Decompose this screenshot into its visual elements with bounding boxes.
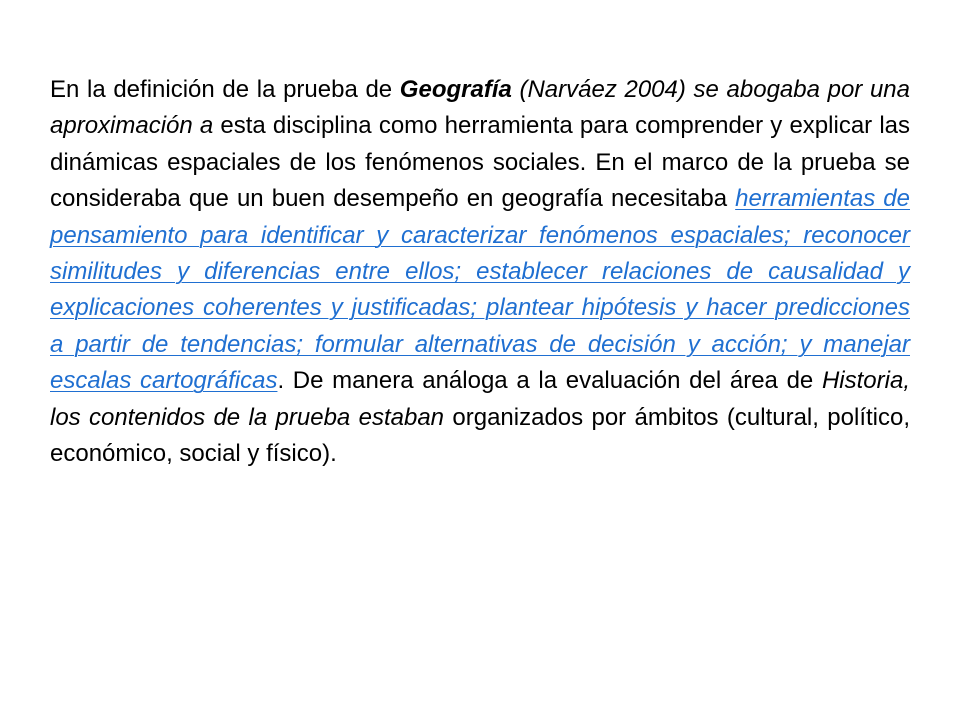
thinking-tools-link[interactable]: herramientas de pensamiento para identificar y caracterizar fenómenos espaciales; reconocer similitudes y diferencias entre ellos; establecer relaciones de causalidad y explicaciones coherentes y justificadas; plantear hipótesis y hacer predicciones a partir de tendencias; formular alternativas de decisión y acción; y manejar escalas cartográficas	[50, 185, 910, 395]
text-conclusion: organizados por ámbitos (cultural, político, económico, social y físico).	[50, 403, 910, 468]
text-intro: En la definición de la prueba de	[50, 76, 400, 103]
subject-geografia: Geografía	[399, 76, 512, 103]
citation-narvaez: (Narváez 2004) se abogaba por una aproximación a	[50, 76, 910, 140]
text-analogy: . De manera análoga a la evaluación del área de	[277, 367, 822, 395]
text-discipline-description: esta disciplina como herramienta para comprender y explicar las dinámicas espaciales de los fenómenos sociales. En el marco de la prueba se consideraba que un buen desempeño en geografía necesitaba	[50, 112, 910, 213]
subject-historia: Historia, los contenidos de la prueba estaban	[50, 367, 910, 431]
body-paragraph	[50, 72, 910, 472]
